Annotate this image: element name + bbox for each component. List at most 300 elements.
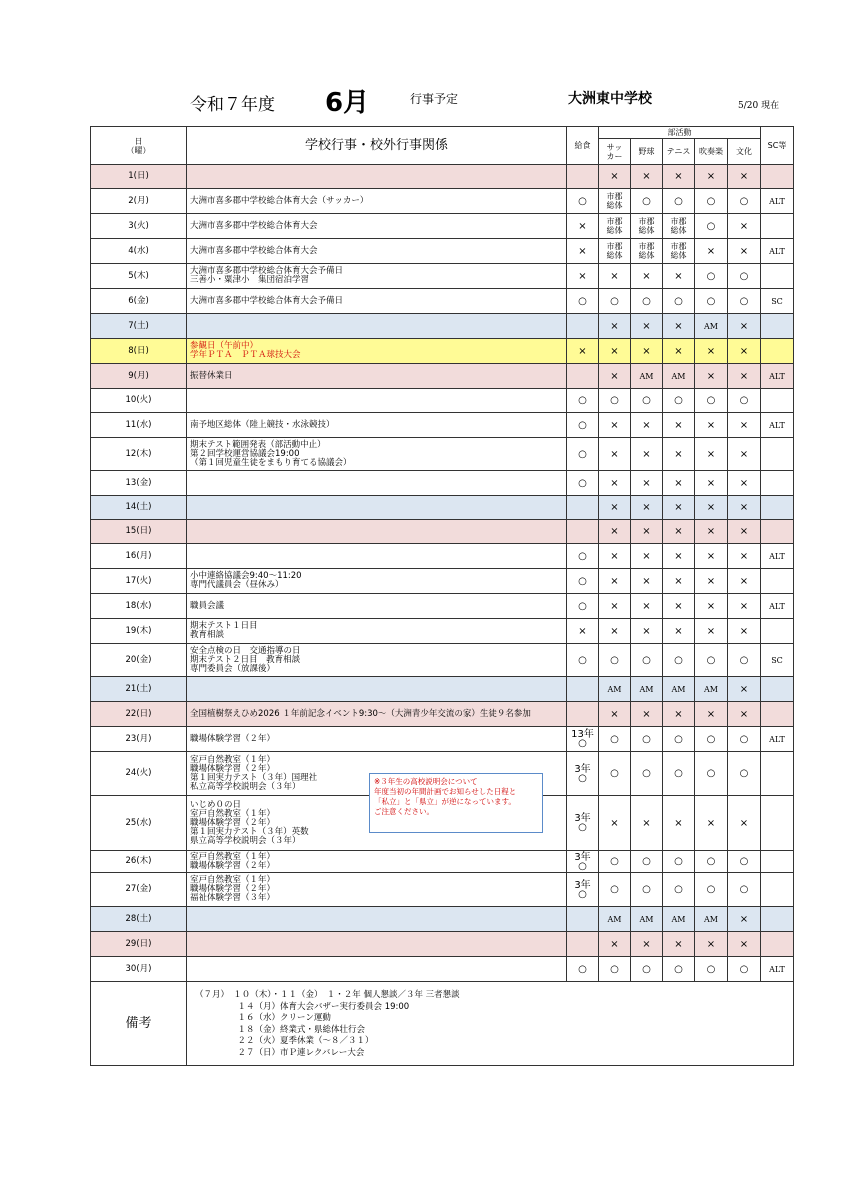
month-title: 6月 (325, 88, 370, 118)
row-club-status: ○ (695, 727, 728, 752)
row-lunch (567, 932, 599, 957)
row-event: 職場体験学習（２年） (187, 727, 567, 752)
row-date: 26(木) (91, 851, 187, 873)
row-club-status: ○ (599, 289, 631, 314)
row-club-status: ○ (599, 389, 631, 413)
row-event: 期末テスト範囲発表（部活動中止） 第２回学校運営協議会19:00 （第１回児童生徒をまもり育てる協議会） (187, 438, 567, 471)
row-date: 11(水) (91, 413, 187, 438)
row-sc: ALT (761, 594, 794, 619)
fiscal-year: 令和７年度 (190, 95, 275, 115)
row-club-status: × (663, 619, 695, 644)
row-club-status: × (695, 796, 728, 851)
row-club-status: ○ (728, 851, 761, 873)
row-club-status: ○ (695, 851, 728, 873)
col-club-group-header: 部活動 (599, 127, 761, 139)
row-event (187, 314, 567, 339)
row-event: 参観日（午前中） 学年ＰＴＡ ＰＴＡ球技大会 (187, 339, 567, 364)
row-club-status: × (728, 594, 761, 619)
row-club-status: ○ (695, 214, 728, 239)
row-club-status: × (663, 496, 695, 520)
row-sc (761, 165, 794, 189)
row-event (187, 907, 567, 932)
row-lunch (567, 364, 599, 389)
row-date: 23(月) (91, 727, 187, 752)
schedule-row (91, 644, 794, 677)
row-club-status: × (663, 413, 695, 438)
row-club-status: ○ (728, 389, 761, 413)
row-club-status: × (728, 471, 761, 496)
row-lunch: ○ (567, 569, 599, 594)
remarks-line: ２７（日）市Ｐ連レクバレー大会 (195, 1047, 365, 1058)
row-club-status: × (631, 438, 663, 471)
row-event: 南予地区総体（陸上競技・水泳競技） (187, 413, 567, 438)
col-club-band: 吹奏楽 (695, 139, 728, 165)
row-club-status: × (631, 569, 663, 594)
row-date: 16(月) (91, 544, 187, 569)
row-club-status: × (599, 544, 631, 569)
row-lunch (567, 314, 599, 339)
row-club-status: × (728, 413, 761, 438)
row-club-status: × (631, 796, 663, 851)
row-club-status: ○ (695, 389, 728, 413)
row-club-status: ○ (728, 264, 761, 289)
row-club-status: × (695, 619, 728, 644)
row-sc (761, 873, 794, 907)
row-club-status: × (631, 471, 663, 496)
row-club-status: ○ (631, 189, 663, 214)
row-date: 5(木) (91, 264, 187, 289)
row-club-status: ○ (695, 873, 728, 907)
row-date: 13(金) (91, 471, 187, 496)
row-club-status: AM (631, 364, 663, 389)
row-club-status: × (663, 314, 695, 339)
row-club-status: ○ (631, 289, 663, 314)
schedule-row (91, 289, 794, 314)
schedule-row (91, 702, 794, 727)
row-date: 10(火) (91, 389, 187, 413)
remarks-line: １６（水）クリーン運動 (195, 1013, 331, 1023)
row-club-status: × (663, 932, 695, 957)
remarks-cell (187, 982, 794, 1066)
row-lunch: ○ (567, 471, 599, 496)
row-club-status: ○ (663, 289, 695, 314)
schedule-row (91, 339, 794, 364)
row-date: 25(水) (91, 796, 187, 851)
row-sc (761, 438, 794, 471)
row-club-status: × (599, 594, 631, 619)
row-club-status: × (728, 496, 761, 520)
row-club-status: ○ (599, 851, 631, 873)
as-of-date: 5/20 現在 (738, 101, 780, 111)
row-date: 18(水) (91, 594, 187, 619)
row-club-status: ○ (663, 873, 695, 907)
row-sc: SC (761, 289, 794, 314)
schedule-row (91, 569, 794, 594)
row-club-status: ○ (663, 752, 695, 796)
row-club-status: × (631, 165, 663, 189)
remarks-line: （７月） １０（木）・１１（金） １・２年 個人懇談／３年 三者懇談 (195, 990, 460, 1000)
row-club-status: 市郡 総体 (631, 239, 663, 264)
row-date: 19(木) (91, 619, 187, 644)
schedule-body (91, 165, 794, 982)
row-event: 振替休業日 (187, 364, 567, 389)
schedule-row (91, 389, 794, 413)
row-date: 14(土) (91, 496, 187, 520)
row-lunch: ○ (567, 189, 599, 214)
schedule-row (91, 314, 794, 339)
row-event: 室戸自然教室（１年） 職場体験学習（２年） 福祉体験学習（３年） (187, 873, 567, 907)
row-club-status: AM (631, 907, 663, 932)
schedule-row (91, 594, 794, 619)
row-event (187, 932, 567, 957)
row-club-status: ○ (663, 189, 695, 214)
row-date: 7(土) (91, 314, 187, 339)
row-club-status: × (599, 314, 631, 339)
row-date: 17(火) (91, 569, 187, 594)
row-club-status: × (695, 932, 728, 957)
row-event: 室戸自然教室（１年） 職場体験学習（２年） 第１回実力テスト（３年）国理社 私立高等学校説明会（３年） (187, 752, 567, 796)
row-lunch (567, 907, 599, 932)
schedule-row (91, 438, 794, 471)
row-club-status: × (631, 932, 663, 957)
row-club-status: × (695, 569, 728, 594)
row-club-status: 市郡 総体 (599, 189, 631, 214)
row-sc (761, 907, 794, 932)
schedule-row (91, 214, 794, 239)
row-lunch: ○ (567, 644, 599, 677)
row-club-status: AM (695, 314, 728, 339)
row-date: 1(日) (91, 165, 187, 189)
row-lunch: ○ (567, 957, 599, 982)
row-club-status: AM (663, 677, 695, 702)
schedule-row (91, 471, 794, 496)
row-club-status: AM (631, 677, 663, 702)
page-header (0, 82, 848, 122)
remarks-line: １８（金）終業式・県総体壮行会 (195, 1024, 366, 1035)
row-club-status: ○ (695, 289, 728, 314)
row-club-status: × (631, 314, 663, 339)
row-club-status: ○ (631, 851, 663, 873)
row-sc: ALT (761, 189, 794, 214)
row-club-status: ○ (631, 752, 663, 796)
row-club-status: 市郡 総体 (663, 239, 695, 264)
row-club-status: × (695, 496, 728, 520)
row-club-status: ○ (728, 189, 761, 214)
row-club-status: ○ (599, 644, 631, 677)
row-lunch: × (567, 339, 599, 364)
row-lunch (567, 677, 599, 702)
row-sc (761, 520, 794, 544)
row-lunch: × (567, 239, 599, 264)
row-sc: ALT (761, 544, 794, 569)
row-club-status: × (728, 520, 761, 544)
schedule-row (91, 364, 794, 389)
remarks-line: １４（月）体育大会バザー実行委員会 19:00 (195, 1001, 410, 1012)
row-sc (761, 677, 794, 702)
row-club-status: ○ (663, 727, 695, 752)
row-date: 24(火) (91, 752, 187, 796)
row-club-status: ○ (599, 957, 631, 982)
row-club-status: × (631, 413, 663, 438)
schedule-row (91, 413, 794, 438)
row-club-status: × (599, 339, 631, 364)
row-sc (761, 496, 794, 520)
row-club-status: ○ (599, 727, 631, 752)
row-date: 6(金) (91, 289, 187, 314)
row-sc (761, 796, 794, 851)
row-sc (761, 851, 794, 873)
row-date: 4(水) (91, 239, 187, 264)
row-club-status: ○ (663, 644, 695, 677)
row-club-status: × (599, 264, 631, 289)
row-club-status: × (695, 544, 728, 569)
row-club-status: × (631, 264, 663, 289)
row-club-status: × (695, 339, 728, 364)
row-event (187, 520, 567, 544)
row-event (187, 496, 567, 520)
row-event: 大洲市喜多郡中学校総合体育大会 (187, 214, 567, 239)
row-club-status: ○ (663, 957, 695, 982)
row-club-status: ○ (728, 957, 761, 982)
row-club-status: 市郡 総体 (599, 214, 631, 239)
row-club-status: AM (695, 907, 728, 932)
row-club-status: × (631, 520, 663, 544)
row-club-status: × (695, 471, 728, 496)
row-club-status: × (695, 438, 728, 471)
schedule-row (91, 189, 794, 214)
row-date: 28(土) (91, 907, 187, 932)
col-date-label: 日 （曜） (126, 136, 151, 155)
row-sc: SC (761, 644, 794, 677)
row-club-status: ○ (695, 644, 728, 677)
col-club-baseball: 野球 (631, 139, 663, 165)
row-sc (761, 619, 794, 644)
row-club-status: × (728, 438, 761, 471)
schedule-row (91, 619, 794, 644)
schedule-row (91, 932, 794, 957)
row-club-status: × (599, 438, 631, 471)
row-club-status: × (728, 907, 761, 932)
col-event-header: 学校行事・校外行事関係 (187, 127, 567, 165)
row-club-status: × (663, 339, 695, 364)
row-lunch (567, 165, 599, 189)
row-club-status: × (695, 364, 728, 389)
schedule-row (91, 677, 794, 702)
row-lunch (567, 702, 599, 727)
row-lunch: 3年 ○ (567, 873, 599, 907)
row-club-status: ○ (631, 644, 663, 677)
schedule-row (91, 727, 794, 752)
row-sc (761, 339, 794, 364)
row-event: 大洲市喜多郡中学校総合体育大会（サッカー） (187, 189, 567, 214)
row-club-status: 市郡 総体 (631, 214, 663, 239)
schedule-row (91, 851, 794, 873)
row-lunch: ○ (567, 594, 599, 619)
row-club-status: × (728, 165, 761, 189)
row-club-status: AM (599, 907, 631, 932)
row-club-status: × (599, 165, 631, 189)
row-club-status: ○ (631, 389, 663, 413)
row-club-status: × (599, 932, 631, 957)
remarks-text (195, 990, 793, 1059)
row-club-status: × (663, 165, 695, 189)
row-club-status: ○ (695, 752, 728, 796)
notice-box (369, 773, 543, 833)
row-date: 12(木) (91, 438, 187, 471)
row-club-status: × (728, 619, 761, 644)
row-club-status: × (599, 364, 631, 389)
row-club-status: × (599, 496, 631, 520)
row-club-status: AM (599, 677, 631, 702)
schedule-row (91, 873, 794, 907)
row-event: 室戸自然教室（１年） 職場体験学習（２年） (187, 851, 567, 873)
row-event: いじめ０の日 室戸自然教室（１年） 職場体験学習（２年） 第１回実力テスト（３年）英数 県立高等学校説明会（３年） (187, 796, 567, 851)
row-club-status: × (695, 165, 728, 189)
row-lunch: 3年 ○ (567, 752, 599, 796)
row-sc (761, 214, 794, 239)
row-club-status: × (599, 569, 631, 594)
row-club-status: × (663, 594, 695, 619)
row-date: 9(月) (91, 364, 187, 389)
row-club-status: × (663, 471, 695, 496)
col-sc-header: SC等 (761, 127, 794, 165)
row-event (187, 677, 567, 702)
schedule-row (91, 239, 794, 264)
row-club-status: ○ (599, 752, 631, 796)
schedule-kind: 行事予定 (410, 92, 459, 106)
row-club-status: × (728, 932, 761, 957)
row-club-status: 市郡 総体 (599, 239, 631, 264)
row-club-status: × (728, 339, 761, 364)
row-club-status: ○ (695, 264, 728, 289)
row-club-status: × (599, 520, 631, 544)
notice-text: ※３年生の高校説明会について 年度当初の年間計画でお知らせした日程と 「私立」と「県立」が逆になっています。 ご注意ください。 (374, 777, 517, 816)
row-club-status: ○ (663, 389, 695, 413)
col-club-tennis: テニス (663, 139, 695, 165)
row-club-status: ○ (728, 752, 761, 796)
row-date: 21(土) (91, 677, 187, 702)
row-club-status: × (728, 544, 761, 569)
row-date: 8(日) (91, 339, 187, 364)
row-club-status: × (599, 796, 631, 851)
row-club-status: × (631, 594, 663, 619)
row-club-status: ○ (695, 957, 728, 982)
row-event (187, 389, 567, 413)
row-event: 全国植樹祭えひめ2026 １年前記念イベント9:30～（大洲青少年交流の家）生徒９名参加 (187, 702, 567, 727)
schedule-row (91, 165, 794, 189)
row-sc (761, 314, 794, 339)
row-lunch: 3年 ○ (567, 796, 599, 851)
schedule-table (90, 126, 794, 1066)
row-club-status: ○ (631, 873, 663, 907)
row-sc (761, 389, 794, 413)
row-club-status: × (728, 677, 761, 702)
row-sc: ALT (761, 727, 794, 752)
row-sc (761, 702, 794, 727)
row-club-status: ○ (663, 851, 695, 873)
row-club-status: × (631, 619, 663, 644)
row-lunch (567, 496, 599, 520)
row-event (187, 165, 567, 189)
row-club-status: × (728, 214, 761, 239)
row-event: 大洲市喜多郡中学校総合体育大会 (187, 239, 567, 264)
schedule-row (91, 907, 794, 932)
row-club-status: AM (663, 364, 695, 389)
row-club-status: × (728, 364, 761, 389)
row-club-status: × (728, 796, 761, 851)
row-sc (761, 264, 794, 289)
row-club-status: × (663, 702, 695, 727)
row-lunch: ○ (567, 544, 599, 569)
row-lunch (567, 520, 599, 544)
row-club-status: AM (695, 677, 728, 702)
schedule-row (91, 496, 794, 520)
row-event (187, 544, 567, 569)
row-club-status: 市郡 総体 (663, 214, 695, 239)
row-lunch: ○ (567, 413, 599, 438)
schedule-row (91, 264, 794, 289)
row-lunch: × (567, 264, 599, 289)
school-name: 大洲東中学校 (568, 91, 652, 107)
row-club-status: AM (663, 907, 695, 932)
row-club-status: × (663, 544, 695, 569)
col-lunch-header: 給食 (567, 127, 599, 165)
row-lunch: × (567, 619, 599, 644)
remarks-label: 備考 (91, 982, 187, 1066)
row-sc: ALT (761, 364, 794, 389)
row-club-status: × (663, 796, 695, 851)
row-date: 20(金) (91, 644, 187, 677)
row-date: 3(火) (91, 214, 187, 239)
row-event: 期末テスト１日目 教育相談 (187, 619, 567, 644)
row-sc (761, 932, 794, 957)
row-event: 安全点検の日 交通指導の日 期末テスト２日目 教育相談 専門委員会（放課後） (187, 644, 567, 677)
row-sc: ALT (761, 239, 794, 264)
schedule-row (91, 957, 794, 982)
row-club-status: × (663, 438, 695, 471)
row-lunch: ○ (567, 289, 599, 314)
row-lunch: ○ (567, 389, 599, 413)
row-club-status: × (728, 569, 761, 594)
row-club-status: ○ (631, 727, 663, 752)
row-date: 22(日) (91, 702, 187, 727)
row-club-status: ○ (728, 873, 761, 907)
row-event (187, 957, 567, 982)
row-sc (761, 752, 794, 796)
row-event: 小中連絡協議会9:40～11:20 専門代議員会（昼休み） (187, 569, 567, 594)
row-club-status: × (631, 339, 663, 364)
row-lunch: 3年 ○ (567, 851, 599, 873)
row-sc: ALT (761, 957, 794, 982)
row-date: 29(日) (91, 932, 187, 957)
row-date: 30(月) (91, 957, 187, 982)
row-club-status: × (695, 520, 728, 544)
row-event: 大洲市喜多郡中学校総合体育大会予備日 (187, 289, 567, 314)
row-club-status: ○ (695, 189, 728, 214)
row-club-status: × (695, 239, 728, 264)
row-club-status: × (728, 702, 761, 727)
row-lunch: × (567, 214, 599, 239)
row-club-status: × (631, 544, 663, 569)
row-lunch: ○ (567, 438, 599, 471)
row-date: 2(月) (91, 189, 187, 214)
row-club-status: × (631, 496, 663, 520)
row-club-status: × (663, 569, 695, 594)
schedule-row (91, 544, 794, 569)
row-club-status: × (663, 520, 695, 544)
row-date: 27(金) (91, 873, 187, 907)
row-club-status: ○ (599, 873, 631, 907)
